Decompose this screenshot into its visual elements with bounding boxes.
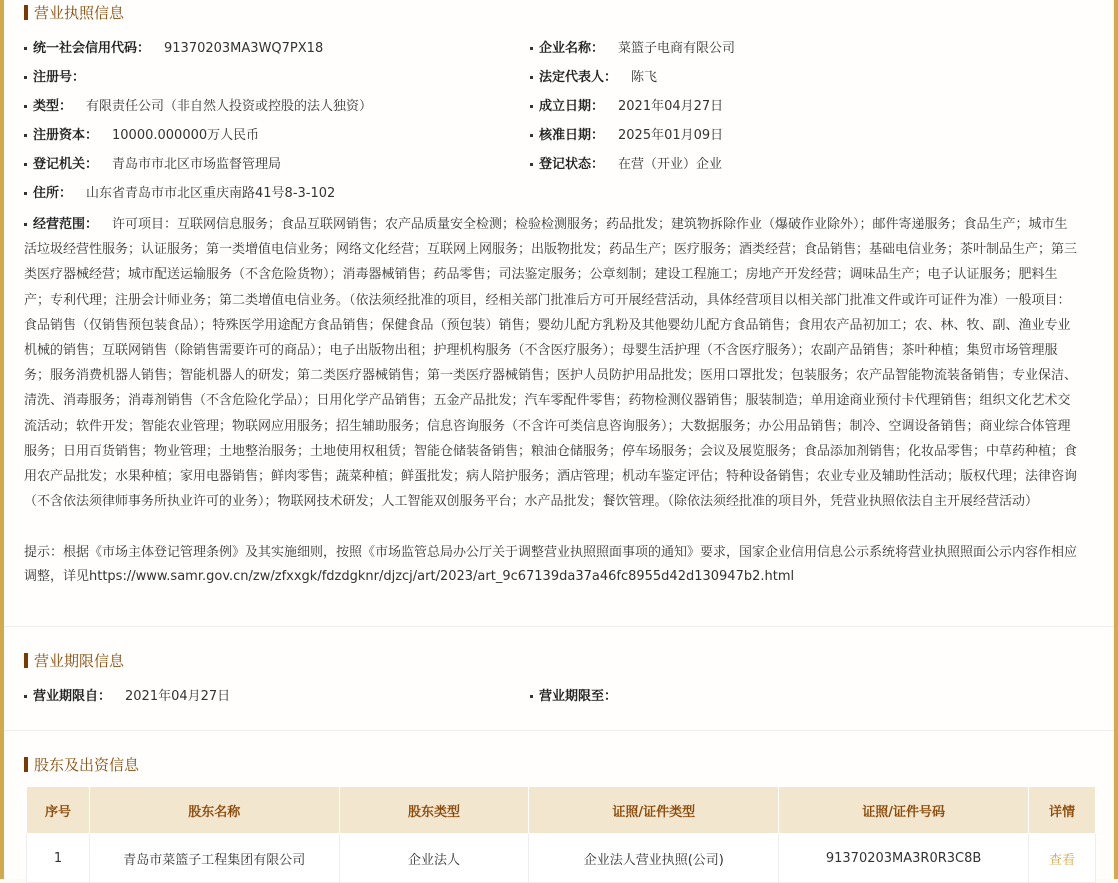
- section-divider: [4, 626, 1114, 627]
- info-row: [24, 686, 1084, 708]
- title-bar-icon: [24, 653, 28, 668]
- table-row: [27, 834, 1096, 883]
- status-value: 在营（开业）企业: [618, 157, 723, 172]
- company-name-label: 企业名称：: [539, 41, 605, 56]
- address-label: 住所：: [33, 186, 73, 201]
- section-divider: [4, 730, 1114, 731]
- certificate-type: 企业法人营业执照(公司): [529, 834, 779, 883]
- info-row: [24, 67, 1084, 89]
- type-label: 类型：: [33, 99, 73, 114]
- status-label: 登记状态：: [539, 157, 605, 172]
- credit-code-value: 91370203MA3WQ7PX18: [164, 41, 324, 56]
- title-bar-icon: [24, 5, 28, 20]
- certificate-number: 91370203MA3R0R3C8B: [779, 834, 1029, 883]
- shareholder-name: 青岛市菜篮子工程集团有限公司: [89, 834, 339, 883]
- capital-label: 注册资本：: [33, 128, 99, 143]
- info-row: [24, 125, 1084, 147]
- shareholder-title-text: 股东及出资信息: [34, 756, 140, 774]
- term-section-title: [24, 650, 124, 671]
- column-header: 证照/证件号码: [779, 787, 1029, 834]
- term-to-label: 营业期限至：: [539, 689, 618, 704]
- approved-value: 2025年01月09日: [618, 128, 724, 143]
- shareholder-type: 企业法人: [339, 834, 529, 883]
- term-from-value: 2021年04月27日: [125, 689, 231, 704]
- column-header: 序号: [27, 787, 90, 834]
- reg-no-label: 注册号：: [33, 70, 86, 85]
- term-from-label: 营业期限自：: [33, 689, 112, 704]
- scope-value: 许可项目：互联网信息服务；食品互联网销售；农产品质量安全检测；检验检测服务；药品批发；建筑物拆除作业（爆破作业除外）；邮件寄递服务；食品生产；城市生活垃圾经营性服务；认证服务；第一类增值电信业务；网络文化经营；互联网上网服务；出版物批发；药品生产；医疗服务；酒类经营；食品销售；基础电信业务；茶叶制品生产；第三类医疗器械经营；城市配送运输服务（不含危险货物）；消毒器械销售；药品零售；司法鉴定服务；公章刻制；建设工程施工；房地产开发经营；调味品生产；电子认证服务；肥料生产；专利代理；注册会计师业务；第二类增值电信业务。（依法须经批准的项目，经相关部门批准后方可开展经营活动，具体经营项目以相关部门批准文件或许可证件为准）一般项目：食品销售（仅销售预包装食品）；特殊医学用途配方食品销售；保健食品（预包装）销售；婴幼儿配方乳粉及其他婴幼儿配方食品销售；食用农产品初加工；农、林、牧、副、渔业专业机械的销售；互联网销售（除销售需要许可的商品）；电子出版物出租；护理机构服务（不含医疗服务）；母婴生活护理（不含医疗服务）；农副产品销售；茶叶种植；集贸市场管理服务；服务消费机器人销售；智能机器人的研发；第二类医疗器械销售；第一类医疗器械销售；医护人员防护用品批发；医用口罩批发；包装服务；农产品智能物流装备销售；专业保洁、清洗、消毒服务；消毒剂销售（不含危险化学品）；日用化学产品销售；五金产品批发；汽车零配件零售；药物检测仪器销售；服装制造；单用途商业预付卡代理销售；组织文化艺术交流活动；软件开发；智能农业管理；物联网应用服务；招生辅助服务；信息咨询服务（不含许可类信息咨询服务）；大数据服务；办公用品销售；制冷、空调设备销售；商业综合体管理服务；日用百货销售；物业管理；土地整治服务；土地使用权租赁；智能仓储装备销售；粮油仓储服务；停车场服务；会议及展览服务；食品添加剂销售；化妆品零售；中草药种植；食用农产品批发；水果种植；家用电器销售；鲜肉零售；蔬菜种植；鲜蛋批发；病人陪护服务；酒店管理；机动车鉴定评估；特种设备销售；农业专业及辅助性活动；版权代理；法律咨询（不含依法须律师事务所执业许可的业务）；物联网技术研发；人工智能双创服务平台；水产品批发；餐饮管理。（除依法须经批准的项目外，凭营业执照依法自主开展经营活动）: [24, 217, 1078, 510]
- notice-text: 提示：根据《市场主体登记管理条例》及其实施细则，按照《市场监管总局办公厅关于调整营业执照照面事项的通知》要求，国家企业信用信息公示系统将营业执照照面公示内容作相应调整，详见https://www.samr.gov.cn/zw/zfxxgk/fdzdgknr/djzcj/art/2023/art_9c67139da37a46fc8955d42d130947b2.html: [24, 545, 1078, 584]
- company-name-value: 菜篮子电商有限公司: [618, 41, 736, 56]
- license-section-title: [24, 2, 124, 23]
- business-scope: [24, 212, 1079, 514]
- info-row: [24, 96, 1084, 118]
- info-row: [24, 183, 1084, 205]
- title-bar-icon: [24, 757, 28, 772]
- column-header: 证照/证件类型: [529, 787, 779, 834]
- column-header: 股东名称: [89, 787, 339, 834]
- table-header-row: [27, 787, 1096, 834]
- info-row: [24, 154, 1084, 176]
- established-value: 2021年04月27日: [618, 99, 724, 114]
- address-value: 山东省青岛市市北区重庆南路41号8-3-102: [86, 186, 336, 201]
- authority-label: 登记机关：: [33, 157, 99, 172]
- term-title-text: 营业期限信息: [34, 652, 125, 670]
- scope-label: 经营范围：: [33, 217, 99, 232]
- legal-rep-value: 陈飞: [631, 70, 658, 85]
- approved-label: 核准日期：: [539, 128, 605, 143]
- row-index: 1: [27, 834, 90, 883]
- credit-code-label: 统一社会信用代码：: [33, 41, 151, 56]
- established-label: 成立日期：: [539, 99, 605, 114]
- info-row: [24, 38, 1084, 60]
- shareholder-section-title: [24, 754, 139, 775]
- authority-value: 青岛市市北区市场监督管理局: [112, 157, 282, 172]
- column-header: 股东类型: [339, 787, 529, 834]
- view-details-link[interactable]: 查看: [1049, 852, 1076, 868]
- shareholder-table: [26, 786, 1096, 883]
- column-header: 详情: [1029, 787, 1096, 834]
- type-value: 有限责任公司（非自然人投资或控股的法人独资）: [86, 99, 373, 114]
- legal-rep-label: 法定代表人：: [539, 70, 618, 85]
- license-title-text: 营业执照信息: [34, 4, 125, 22]
- capital-value: 10000.000000万人民币: [112, 128, 260, 143]
